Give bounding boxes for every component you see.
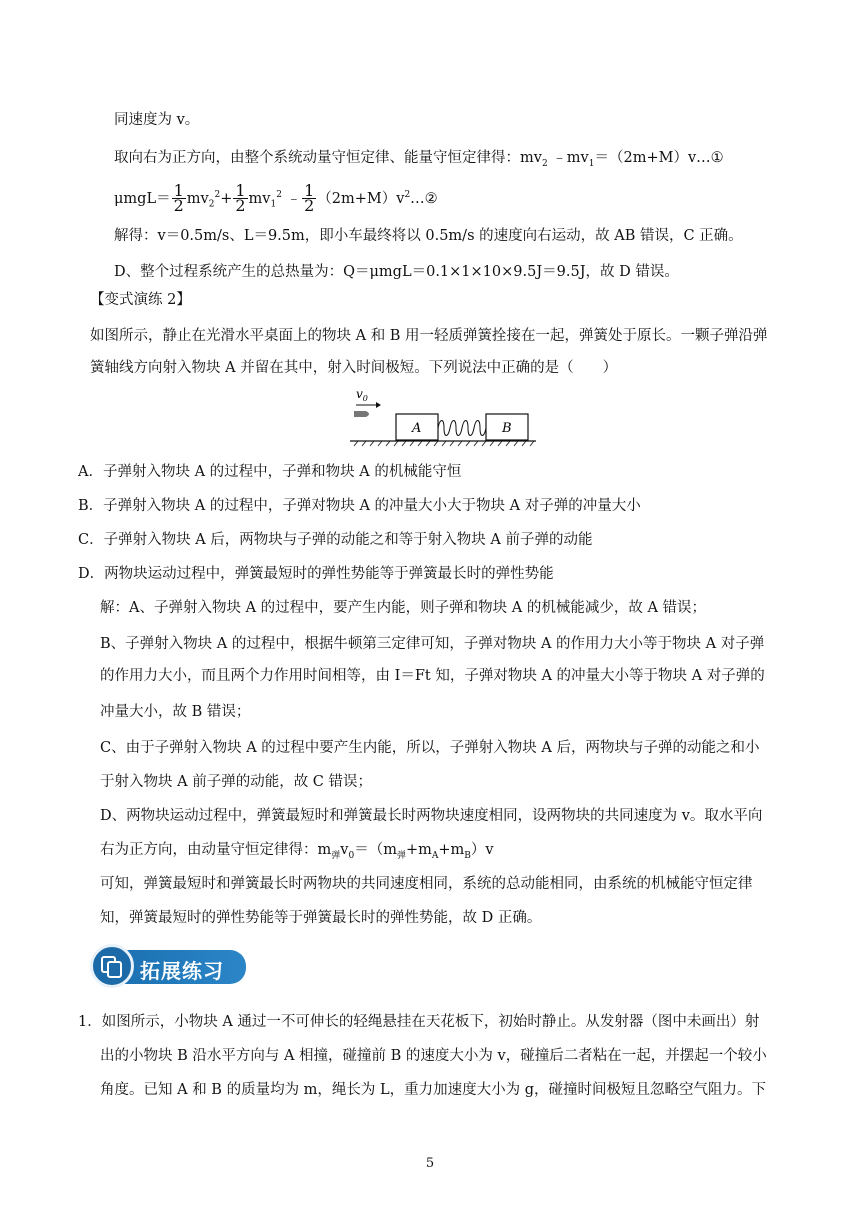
problem-1-line-1: 1．如图所示，小物块 A 通过一不可伸长的轻绳悬挂在天花板下，初始时静止。从发射器（图中未画出）射	[78, 1014, 760, 1030]
solution-line-6: 于射入物块 A 前子弹的动能，故 C 错误；	[100, 774, 373, 790]
section-heading: 【变式演练 2】	[90, 292, 191, 308]
solution-line-2: B、子弹射入物块 A 的过程中，根据牛顿第三定律可知，子弹对物块 A 的作用力大小等于物块 A 对子弹	[100, 636, 765, 652]
velocity-label: $v_0$	[356, 387, 368, 403]
solution-line-1: 解：A、子弹射入物块 A 的过程中，要产生内能，则子弹和物块 A 的机械能减少，故 A 错误；	[100, 600, 707, 616]
solution-line-9: 可知，弹簧最短时和弹簧最长时两物块的共同速度相同，系统的总动能相同，由系统的机械能守恒定律	[100, 876, 753, 892]
solution-line-4: 冲量大小，故 B 错误；	[100, 704, 251, 720]
fraction-half: $\frac{1}{2}$	[304, 181, 315, 216]
question-text-1: 如图所示，静止在光滑水平桌面上的物块 A 和 B 用一轻质弹簧拴接在一起，弹簧处于原长。一颗子弹沿弹	[90, 328, 768, 344]
fraction-half: $\frac{1}{2}$	[173, 181, 184, 216]
option-c: C．子弹射入物块 A 后，两物块与子弹的动能之和等于射入物块 A 前子弹的动能	[78, 532, 593, 548]
line-momentum-equation: 取向右为正方向，由整个系统动量守恒定律、能量守恒定律得：$mv_2$ $﹣mv_1=(2m+M)v\dots ①$	[114, 150, 724, 169]
question-text-2: 簧轴线方向射入物块 A 并留在其中，射入时间极短。下列说法中正确的是（ ）	[90, 360, 618, 376]
block-b-label: B	[502, 421, 512, 436]
line-common-velocity: 同速度为 v。	[114, 112, 200, 128]
line-total-heat: D、整个过程系统产生的总热量为：Q＝μmgL＝0.1×1×10×9.5J＝9.5J，故 D 错误。	[114, 264, 679, 280]
velocity-arrowhead	[376, 402, 381, 408]
option-b: B．子弹射入物块 A 的过程中，子弹对物块 A 的冲量大小大于物块 A 对子弹的冲量大小	[78, 498, 641, 514]
copy-icon	[90, 944, 134, 988]
block-a-label: A	[412, 421, 422, 436]
solution-line-8: 右为正方向，由动量守恒定律得：$m_弹v_0=(m_弹+m_A+m_B)v$	[100, 842, 494, 861]
option-a: A．子弹射入物块 A 的过程中，子弹和物块 A 的机械能守恒	[78, 464, 462, 480]
page-number: 5	[425, 1156, 435, 1171]
solution-line-5: C、由于子弹射入物块 A 的过程中要产生内能，所以，子弹射入物块 A 后，两物块与子弹的动能之和小	[100, 740, 760, 756]
solution-line-10: 知，弹簧最短时的弹性势能等于弹簧最长时的弹性势能，故 D 正确。	[100, 910, 542, 926]
banner-title: 拓展练习	[140, 959, 224, 983]
solution-line-7: D、两物块运动过程中，弹簧最短时和弹簧最长时两物块速度相同，设两物块的共同速度为 v。取水平向	[100, 808, 763, 824]
fraction-half: $\frac{1}{2}$	[235, 181, 246, 216]
problem-1-line-3: 角度。已知 A 和 B 的质量均为 m，绳长为 L，重力加速度大小为 g，碰撞时间极短且忽略空气阻力。下	[100, 1082, 767, 1098]
option-d: D．两物块运动过程中，弹簧最短时的弹性势能等于弹簧最长时的弹性势能	[78, 566, 554, 582]
line-energy-equation: μmgL＝ $\frac{1}{2}$ $mv_2^2+$ $\frac{1}{2}$ $mv_1^2$ ﹣ $\frac{1}{2}$ $(2m+M)v^2\dots ②$	[114, 181, 438, 216]
bullet-spring-blocks-figure	[340, 386, 540, 450]
line-solution-result: 解得：v＝0.5m/s、L＝9.5m，即小车最终将以 0.5m/s 的速度向右运动，故 AB 错误，C 正确。	[114, 228, 743, 244]
spring-coil	[438, 421, 488, 436]
solution-line-3: 的作用力大小，而且两个力作用时间相等，由 I＝Ft 知，子弹对物块 A 的冲量大小等于物块 A 对子弹的	[100, 668, 765, 684]
extension-practice-banner	[90, 944, 246, 988]
surface-hatching	[354, 441, 534, 446]
problem-1-line-2: 出的小物块 B 沿水平方向与 A 相撞，碰撞前 B 的速度大小为 v，碰撞后二者粘在一起，并摆起一个较小	[100, 1048, 767, 1064]
bullet-shape	[354, 411, 369, 417]
